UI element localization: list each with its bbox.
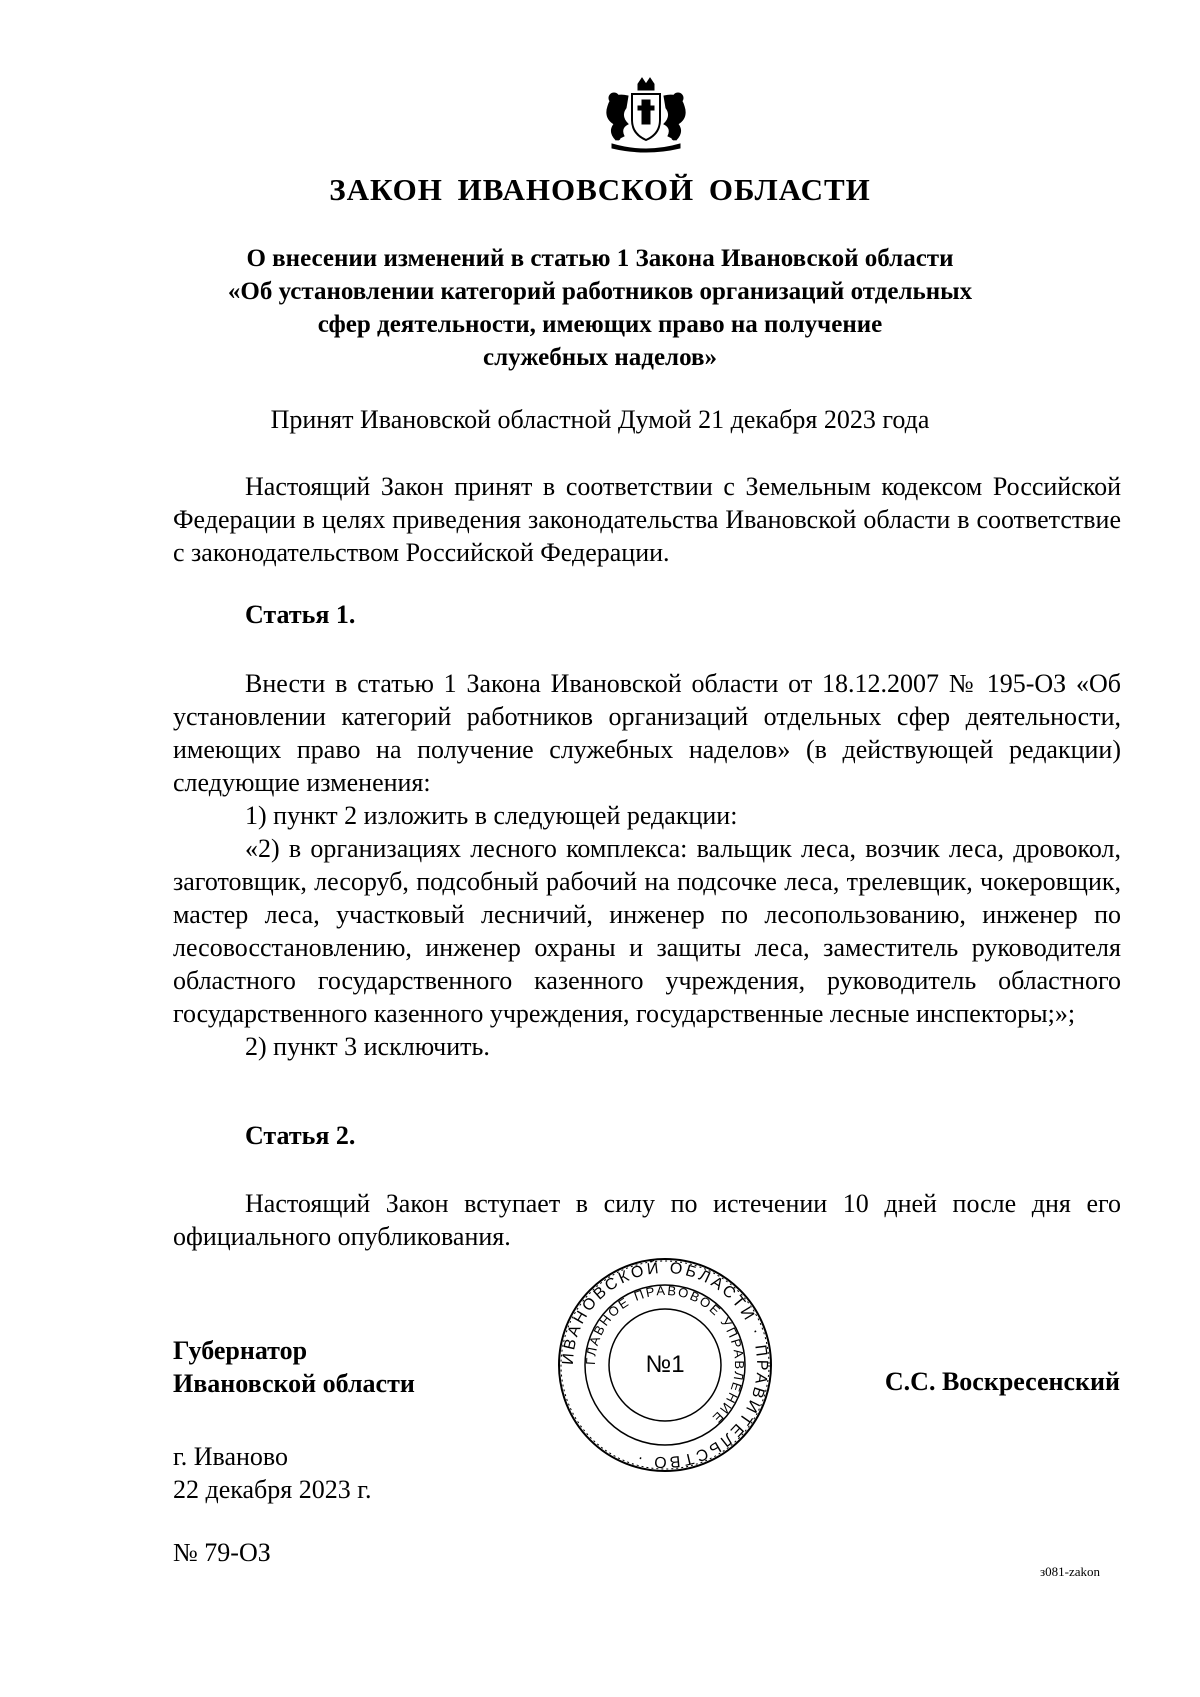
subtitle-line: сфер деятельности, имеющих право на получение xyxy=(317,311,883,338)
signatory-position xyxy=(173,1334,415,1400)
place-and-date xyxy=(173,1440,371,1506)
svg-text:ГЛАВНОЕ ПРАВОВОЕ УПРАВЛЕНИЕ: ГЛАВНОЕ ПРАВОВОЕ УПРАВЛЕНИЕ xyxy=(582,1282,748,1428)
subtitle-line: О внесении изменений в статью 1 Закона Ивановской области xyxy=(246,245,954,272)
subtitle-line: служебных наделов» xyxy=(483,344,717,371)
article-1-quoted-text: «2) в организациях лесного комплекса: вальщик леса, возчик леса, дровокол, заготовщик, лесоруб, подсобный рабочий на подсочке леса, трелевщик, чокеровщик, мастер леса, участковый лесничий, инженер по лесопользованию, инженер по лесовосстановлению, инженер охраны и защиты леса, заместитель руководителя областного государственного казенного учреждения, руководитель областного государственного казенного учреждения, государственные лесные инспекторы;»; xyxy=(173,834,1121,1028)
adoption-line: Принят Ивановской областной Думой 21 декабря 2023 года xyxy=(270,405,930,434)
svg-text:ИВАНОВСКОЙ ОБЛАСТИ · ПРАВИТЕЛЬ: ИВАНОВСКОЙ ОБЛАСТИ · ПРАВИТЕЛЬСТВО · xyxy=(559,1259,771,1471)
article-1-body xyxy=(173,667,1121,1063)
article-2-body xyxy=(173,1187,1121,1253)
coat-of-arms-icon xyxy=(598,76,694,154)
article-2-paragraph: Настоящий Закон вступает в силу по истечении 10 дней после дня его официального опубликования. xyxy=(173,1189,1121,1251)
intro-section xyxy=(173,470,1121,569)
intro-paragraph: Настоящий Закон принят в соответствии с Земельным кодексом Российской Федерации в целях приведения законодательства Ивановской области в соответствие с законодательством Российской Федерации. xyxy=(173,472,1121,567)
position-line: Губернатор xyxy=(173,1336,308,1365)
footer-code: з081-zakon xyxy=(1040,1564,1101,1579)
city-line: г. Иваново xyxy=(173,1442,288,1471)
position-line: Ивановской области xyxy=(173,1369,415,1398)
subtitle-line: «Об установлении категорий работников организаций отдельных xyxy=(227,278,973,305)
law-title: ЗАКОН ИВАНОВСКОЙ ОБЛАСТИ xyxy=(329,172,871,207)
article-1-paragraph: Внести в статью 1 Закона Ивановской области от 18.12.2007 № 195-ОЗ «Об установлении категорий работников организаций отдельных сфер деятельности, имеющих право на получение служебных наделов» (в действующей редакции) следующие изменения: xyxy=(173,669,1121,797)
article-1-item: 2) пункт 3 исключить. xyxy=(245,1032,490,1061)
law-number: № 79-ОЗ xyxy=(173,1538,271,1567)
law-subtitle xyxy=(170,242,1030,374)
date-line: 22 декабря 2023 г. xyxy=(173,1475,372,1504)
article-1-heading: Статья 1. xyxy=(245,600,356,629)
article-2-heading: Статья 2. xyxy=(245,1121,356,1150)
signatory-name: С.С. Воскресенский xyxy=(884,1367,1120,1396)
article-1-item: 1) пункт 2 изложить в следующей редакции: xyxy=(245,801,738,830)
seal-number: №1 xyxy=(645,1351,685,1378)
